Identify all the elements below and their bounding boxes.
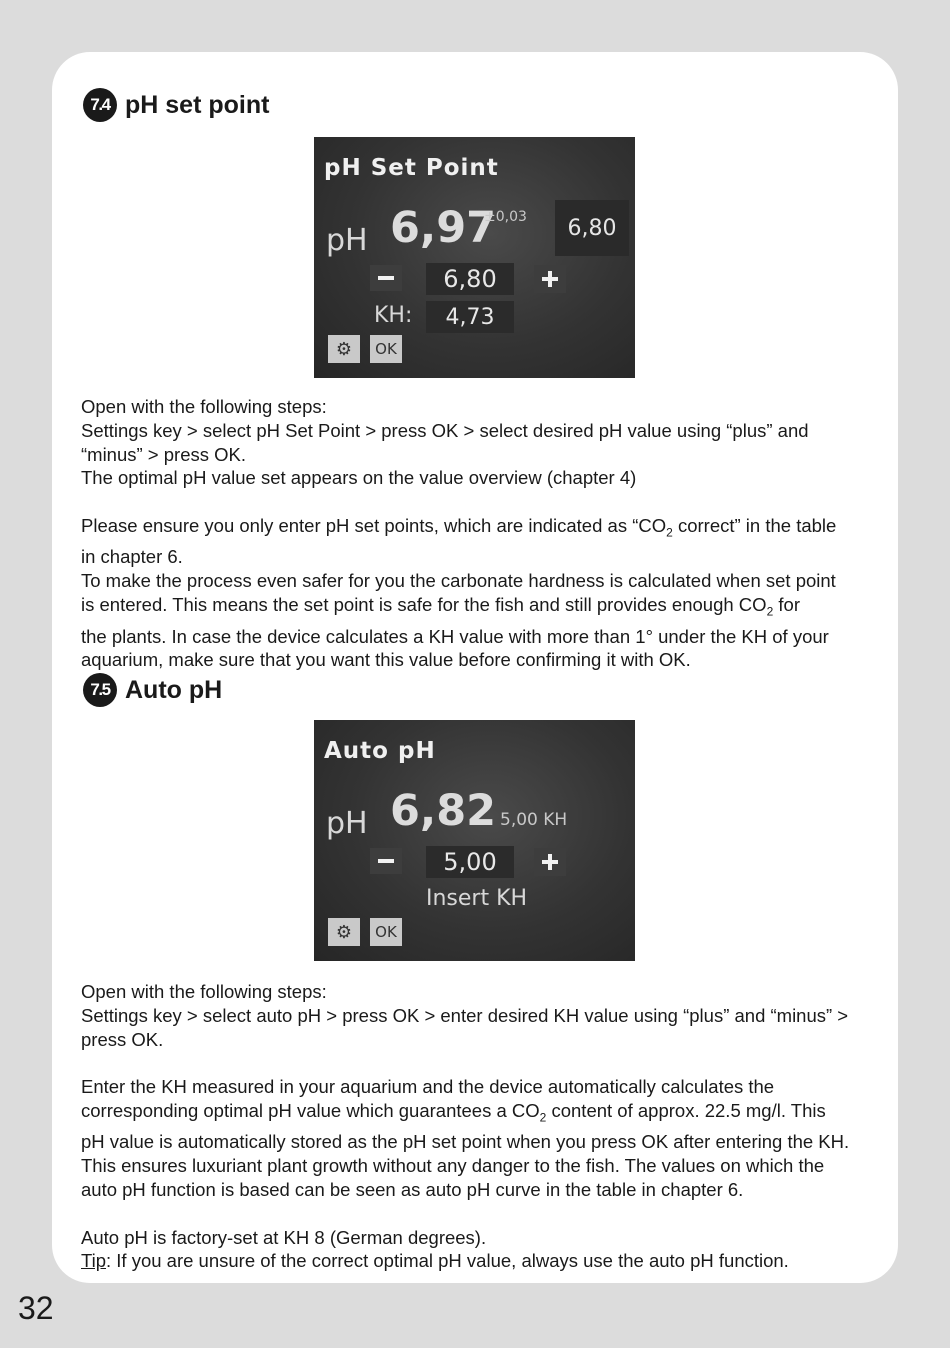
- section-heading-ph-set-point: [83, 88, 269, 122]
- plus-button[interactable]: [534, 265, 566, 293]
- text-line: auto pH function is based can be seen as auto pH curve in the table in chapter 6.: [81, 1179, 744, 1201]
- text-line: To make the process even safer for you the carbonate hardness is calculated when set point: [81, 570, 836, 592]
- kh-value-field[interactable]: 5,00: [426, 846, 514, 878]
- text-line: corresponding optimal pH value which guarantees a $CO_2$ content of approx. 22.5 mg/l. This: [81, 1099, 826, 1125]
- auto-ph-steps: [81, 980, 881, 1273]
- ok-button[interactable]: OK: [370, 918, 402, 946]
- text-line: This ensures luxuriant plant growth without any danger to the fish. The values on which the: [81, 1155, 825, 1177]
- page-number: 32: [18, 1290, 54, 1326]
- tip-line: Tip: If you are unsure of the correct optimal pH value, always use the auto pH function.: [81, 1250, 789, 1272]
- screen-title: pH Set Point: [324, 155, 499, 181]
- ph-current-value: 6,97: [390, 203, 497, 253]
- section-heading-auto-ph: [83, 673, 222, 707]
- plus-button[interactable]: [534, 848, 566, 876]
- tip-label: Tip: [81, 1250, 107, 1272]
- text-line: Open with the following steps:: [81, 396, 327, 417]
- settings-button[interactable]: [328, 918, 360, 946]
- section-title: pH set point: [125, 90, 270, 119]
- setpoint-value-field[interactable]: 6,80: [426, 263, 514, 295]
- text-line: aquarium, make sure that you want this value before confirming it with OK.: [81, 649, 691, 671]
- text-line: pH value is automatically stored as the pH set point when you press OK after entering the KH.: [81, 1131, 850, 1153]
- ph-set-point-screen: [314, 137, 635, 378]
- text-line: Enter the KH measured in your aquarium and the device automatically calculates the: [81, 1076, 775, 1098]
- ph-tolerance: ±0,03: [484, 209, 527, 225]
- text-line: the plants. In case the device calculates a KH value with more than 1° under the KH of your: [81, 625, 829, 647]
- minus-button[interactable]: [370, 265, 402, 291]
- text-line: Auto pH is factory-set at KH 8 (German degrees).: [81, 1226, 487, 1248]
- text-line: Settings key > select auto pH > press OK > enter desired KH value using “plus” and “minus” >: [81, 1004, 849, 1026]
- kh-value: 4,73: [426, 301, 514, 333]
- ok-button[interactable]: OK: [370, 335, 402, 363]
- screen-title: Auto pH: [324, 738, 436, 764]
- kh-display: 5,00 KH: [500, 810, 568, 830]
- section-title: Auto pH: [125, 675, 223, 704]
- section-number-badge: 7.5: [83, 673, 117, 707]
- setpoint-display: 6,80: [555, 200, 629, 256]
- text-line: is entered. This means the set point is safe for the fish and still provides enough $CO_2$ for: [81, 594, 800, 619]
- gear-icon: ⚙: [335, 338, 353, 360]
- text-line: press OK.: [81, 1028, 164, 1050]
- section-number-badge: 7.4: [83, 88, 117, 122]
- ph-label: pH: [326, 223, 368, 258]
- settings-button[interactable]: [328, 335, 360, 363]
- kh-label: KH:: [374, 303, 413, 328]
- ph-set-point-steps: [81, 395, 881, 672]
- auto-ph-screen: [314, 720, 635, 961]
- minus-button[interactable]: [370, 848, 402, 874]
- text-line: “minus” > press OK.: [81, 443, 247, 465]
- text-line: Open with the following steps:: [81, 981, 327, 1002]
- insert-kh-label: Insert KH: [426, 886, 528, 911]
- gear-icon: ⚙: [335, 921, 353, 943]
- text-line: The optimal pH value set appears on the value overview (chapter 4): [81, 467, 637, 489]
- ph-label: pH: [326, 806, 368, 841]
- text-line: Settings key > select pH Set Point > press OK > select desired pH value using “plus” and: [81, 419, 809, 441]
- text-line: in chapter 6.: [81, 546, 183, 568]
- ph-current-value: 6,82: [390, 786, 497, 836]
- text-line: Please ensure you only enter pH set points, which are indicated as “$CO_2$ correct” in the table: [81, 514, 837, 540]
